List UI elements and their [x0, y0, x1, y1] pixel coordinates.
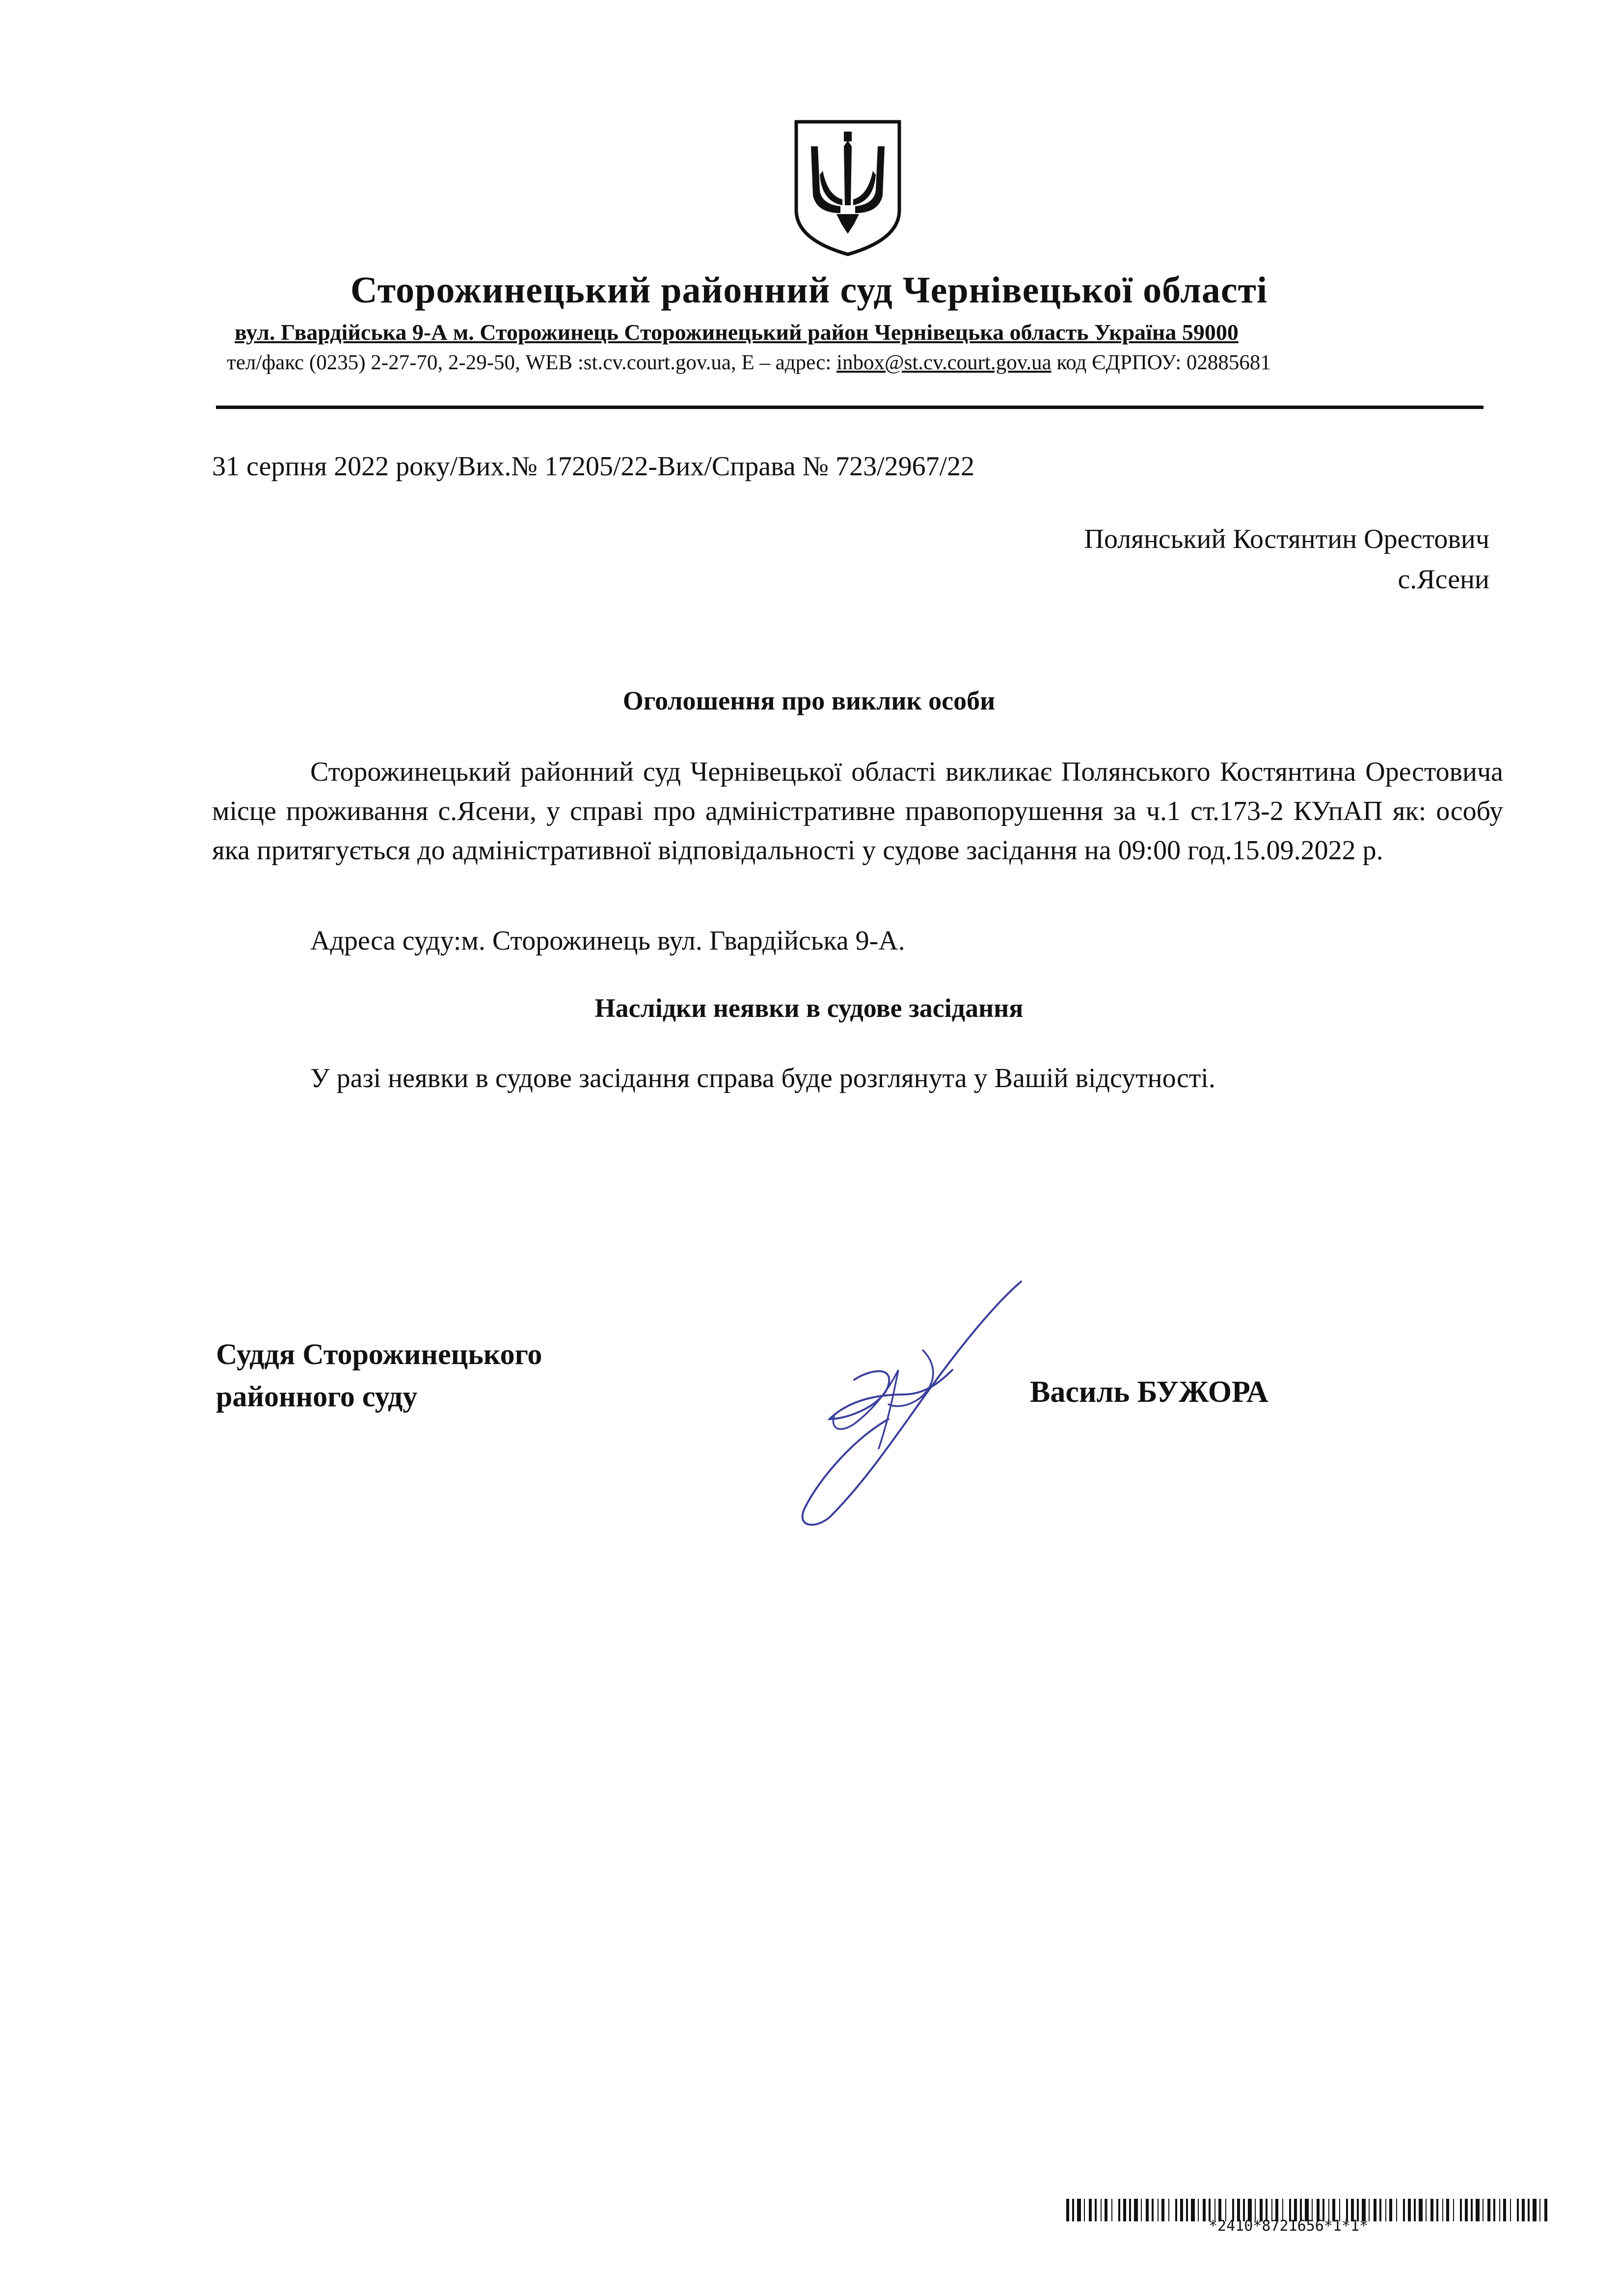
court-address-line: Адреса суду:м. Сторожинець вул. Гвардійська 9-А.	[310, 926, 905, 956]
email-link[interactable]: inbox@st.cv.court.gov.ua	[836, 351, 1052, 374]
court-contacts	[227, 351, 1271, 375]
announcement-paragraph: Сторожинецький районний суд Чернівецької області викликає Полянського Костянтина Орестовича місце проживання с.Ясени, у справі про адміністративне правопорушення за ч.1 ст.173-2 КУпАП як: особу яка притягується до адміністративної відповідальності у судове засідання на 09:00 год.15.09.2022 р.	[212, 757, 1503, 866]
judge-title-line-2: районного суду	[216, 1380, 418, 1413]
barcode-number: *2410*8721656*1*1*	[1209, 2217, 1369, 2235]
contacts-suffix: код ЄДРПОУ: 02885681	[1051, 351, 1271, 374]
consequences-text: У разі неявки в судове засідання справа буде розглянута у Вашій відсутності.	[310, 1063, 1215, 1093]
contacts-prefix: тел/факс (0235) 2-27-70, 2-29-50, WEB :st.cv.court.gov.ua, E – адрес:	[227, 351, 837, 374]
reference-line: 31 серпня 2022 року/Вих.№ 17205/22-Вих/Справа № 723/2967/22	[212, 451, 975, 482]
announcement-title: Оголошення про виклик особи	[622, 686, 996, 715]
consequences-title: Наслідки неявки в судове засідання	[594, 993, 1024, 1023]
addressee-place: с.Ясени	[1398, 564, 1489, 595]
header-divider	[216, 406, 1483, 409]
handwritten-signature	[776, 1272, 1031, 1532]
judge-name: Василь БУЖОРА	[1030, 1375, 1268, 1409]
announcement-body	[212, 752, 1503, 870]
addressee-name: Полянський Костянтин Орестович	[1084, 524, 1489, 554]
ukraine-trident-emblem-icon	[791, 117, 904, 257]
court-address-header: вул. Гвардійська 9-А м. Сторожинець Сторожинецький район Чернівецька область Україна 59000	[235, 320, 1239, 345]
court-name: Сторожинецький районний суд Чернівецької області	[350, 270, 1268, 311]
judge-title-line-1: Суддя Сторожинецького	[216, 1338, 542, 1370]
